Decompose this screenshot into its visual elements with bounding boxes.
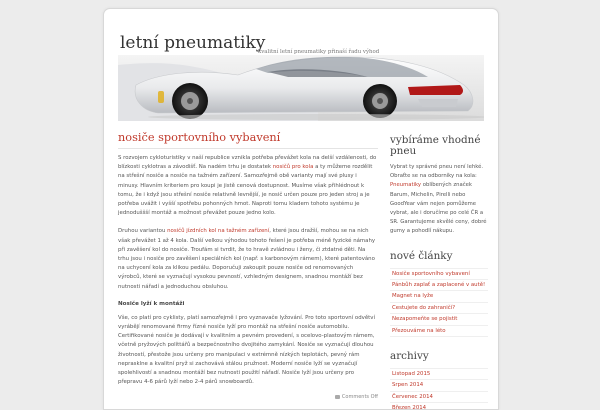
archive-link[interactable]: Srpen 2014 [390, 380, 488, 391]
recent-articles-list [390, 268, 488, 337]
widget-title-vybirame: vybíráme vhodné pneu [390, 134, 481, 157]
recent-article-link[interactable]: Cestujete do zahraničí? [390, 303, 488, 314]
site-tagline: kvalitní letní pneumatiky přinaší řadu výhod [258, 49, 380, 55]
archive-link[interactable]: Červenec 2014 [390, 392, 488, 403]
site-header [118, 19, 484, 123]
post-paragraph-3: Vše, co platí pro cyklisty, platí samozřejmě i pro vyznavače lyžování. Pro toto sportovní odvětví vyrábějí renomované firmy řízné nosiče lyží pro montáž na střešní nosiče automobilu. Certifikované nosiče je dodávají v kvalitním a pevném provedení, s ocelovo-plastovým rámem, včetně pryžových políttářů a bezpečnostního dvojitého zamykání. Nosiče se vyznačují dlouhou životností, přestože jsou určeny pro manipulaci v extrémně nízkých teplotách, pevný rám neprasklne a kvalitní pryž si zachovává stálou pružnost. Moderní nosiče lyží se vyznačují spolehlivostí a snadnou montáží bez nutnosti použití nářadí. Nosiče lyží jsou určeny pro přepravu 4-6 párů lyží nebo 2-4 párů snowboardů. [118, 314, 375, 386]
recent-article-link[interactable]: Pánbůh zaplať a zaplacené v autě! [390, 280, 488, 291]
post-title[interactable]: nosiče sportovního vybavení [118, 131, 281, 144]
archive-link[interactable]: Listopad 2015 [390, 368, 488, 380]
widget-title-nove-clanky: nové články [390, 249, 453, 262]
header-car-image [118, 55, 484, 121]
archive-link[interactable]: Březen 2014 [390, 403, 488, 410]
widget-text-vybirame: Vybrat ty správné pneu není lehké. Obraťte se na odborníky na kola: Pneumatiky oblíbených značek Barum, Michelin, Pirelli nebo GoodYear vám nejen pomůžeme vybrat, ale i doručíme po celé ČR a SR. Garantujeme skvělé ceny, dobré gumy a pohodlí nákupu. [390, 164, 487, 235]
recent-article-link[interactable]: Magnet na lyže [390, 291, 488, 302]
comments-link[interactable]: Comments Off [341, 394, 378, 401]
sidebar [390, 121, 488, 410]
archives-list [390, 368, 488, 410]
page-wrapper [103, 8, 499, 410]
link-nosice-pro-kola[interactable]: nosičů pro kola [272, 164, 314, 171]
link-nosice-na-taznem[interactable]: nosičů jízdních kol na tažném zařízení [167, 228, 270, 235]
site-title[interactable]: letní pneumatiky [120, 33, 266, 53]
comment-icon [335, 395, 340, 399]
post-subheading: Nosiče lyží k montáži [118, 300, 185, 307]
post-paragraph-2: Druhou variantou nosičů jízdních kol na tažném zařízení, které jsou dražší, mohou se na nich však převážet 1 až 4 kola. Další velkou výhodou tohoto řešení je potřeba méně fyzické námahy při zavěšení kol do nosiče. Troufám si tvrdit, že to hravě zvládnou i ženy, či ztdatné děti. Na trhu jsou i nosiče pro zavěšení speciálních kol (např. s karbonovým rámem), které patentováno na uchycení kola za klikou pedálu. Doporučuji zakoupit pouze nosiče od renomovaných výrobců, které se vyznačují vysokou pevností, vzhledným designem, snadnou montáží bez nutnosti nářadí a jednoduchou obsluhou. [118, 228, 376, 290]
widget-title-archivy: archivy [390, 350, 429, 363]
link-pneumatiky[interactable]: Pneumatiky [390, 182, 422, 189]
recent-article-link[interactable]: Přezouváme na léto [390, 326, 488, 337]
post-title-divider [118, 148, 378, 149]
post-paragraph-1: S rozvojem cykloturistiky v naší republice vznikla potřeba převážet kola na delší vzdálenosti, do blízkosti cyklotras a závodišť. Na nadém trhu je dostatek nosičů pro kola a ty můžeme rozdělit na střešní nosiče a nosiče na tažném zařízení. Samozřejmě obě varianty mají své plusy i minusy. Hlavním kriteriem pro koupi je jistě cenová dostupnost. Musíme však přihlédnout k tomu, že i když jsou střešní nosiče relativně levnější, je nosič určen pouze pro jeden stroj a je potřeba uvážit i vyšší spotřebu pohonných hmot. Naproti tomu kladem tohoto systému je jednoduššší montáž a možnost převážet pouze jedno kolo. [118, 155, 377, 217]
recent-article-link[interactable]: Nezapomeňte se pojistit [390, 314, 488, 325]
main-content [118, 121, 378, 400]
recent-article-link[interactable]: Nosiče sportovního vybavení [390, 268, 488, 280]
